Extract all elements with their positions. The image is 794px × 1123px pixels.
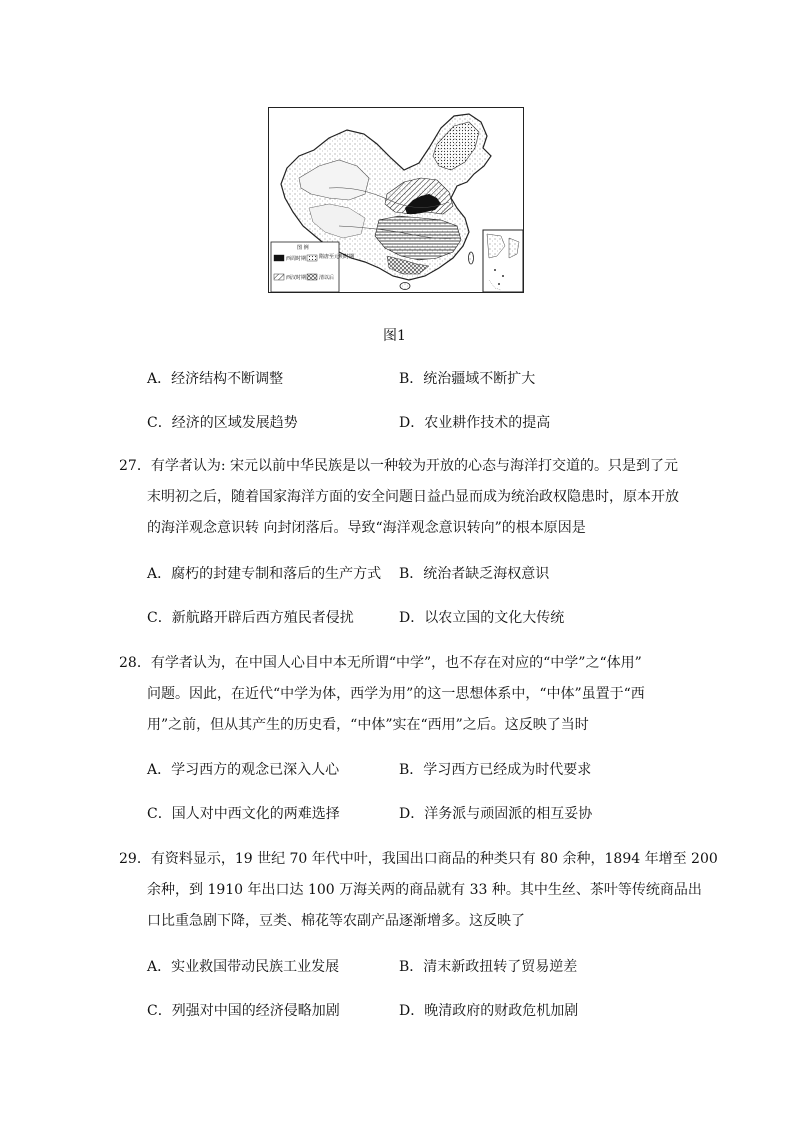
china-map-image [269,108,524,293]
option-text: 列强对中国的经济侵略加剧 [171,1003,340,1019]
option-letter: D． [399,1003,425,1019]
q29-stem-line-1: 29．有资料显示，19 世纪 70 年代中叶，我国出口商品的种类只有 80 余种，1894 年增至 200 [119,851,718,867]
option-text: 农业耕作技术的提高 [424,415,551,431]
option-letter: C． [147,415,172,431]
q29-option-b[interactable] [399,957,577,977]
q28-option-d[interactable] [399,804,592,824]
option-letter: A． [147,566,172,582]
option-letter: A． [147,762,172,778]
legend-label-western-zhou: 西周时期 [286,256,307,262]
option-letter: B． [399,762,424,778]
option-text: 洋务派与顽固派的相互妥协 [424,806,593,822]
legend-label-sui-tang: 隋唐至元明时期 [319,254,355,260]
q29-option-a[interactable] [147,957,339,977]
option-letter: D． [399,415,425,431]
option-text: 统治者缺乏海权意识 [423,566,550,582]
q28-option-a[interactable] [147,760,339,780]
option-letter: A． [147,959,172,975]
china-map-figure [268,107,524,293]
option-text: 清末新政扭转了贸易逆差 [423,959,578,975]
legend-label-western-han: 西汉时期 [286,275,307,281]
q29-option-d[interactable] [399,1001,578,1021]
q29-option-c[interactable] [147,1001,340,1021]
option-letter: B． [399,959,424,975]
q29-stem-line-3: 口比重急剧下降，豆类、棉花等农副产品逐渐增多。这反映了 [147,913,525,929]
option-text: 实业救国带动民族工业发展 [171,959,340,975]
q27-stem-line-2: 末明初之后，随着国家海洋方面的安全问题日益凸显而成为统治政权隐患时，原本开放 [147,489,679,505]
q27-stem-line-3: 的海洋观念意识转 向封闭落后。导致“海洋观念意识转向”的根本原因是 [147,520,586,536]
option-letter: A． [147,371,172,387]
q27-option-b[interactable] [399,564,549,584]
q27-option-c[interactable] [147,608,354,628]
option-letter: D． [399,610,425,626]
q26-option-b[interactable] [399,369,535,389]
q28-option-b[interactable] [399,760,591,780]
q26-option-c[interactable] [147,413,298,433]
option-text: 经济结构不断调整 [171,371,284,387]
q27-option-d[interactable] [399,608,564,628]
legend-title: 图 例 [297,245,309,251]
option-letter: B． [399,566,424,582]
option-text: 学习西方的观念已深入人心 [171,762,340,778]
q29-stem-line-2: 余种，到 1910 年出口达 100 万海关两的商品就有 33 种。其中生丝、茶叶等传统商品出 [147,882,702,898]
q28-option-c[interactable] [147,804,340,824]
option-text: 腐朽的封建专制和落后的生产方式 [171,566,382,582]
option-text: 以农立国的文化大传统 [424,610,565,626]
q28-stem-line-1: 28．有学者认为，在中国人心目中本无所谓“中学”，也不存在对应的“中学”之“体用” [119,655,642,671]
option-letter: C． [147,610,172,626]
option-text: 晚清政府的财政危机加剧 [424,1003,579,1019]
q26-option-a[interactable] [147,369,283,389]
option-text: 经济的区域发展趋势 [171,415,298,431]
q27-option-a[interactable] [147,564,381,584]
q26-option-d[interactable] [399,413,550,433]
q27-stem-line-1: 27．有学者认为: 宋元以前中华民族是以一种较为开放的心态与海洋打交道的。只是到了元 [119,458,678,474]
option-letter: C． [147,806,172,822]
option-text: 新航路开辟后西方殖民者侵扰 [171,610,354,626]
option-text: 学习西方已经成为时代要求 [423,762,592,778]
option-letter: B． [399,371,424,387]
option-letter: D． [399,806,425,822]
option-letter: C． [147,1003,172,1019]
q28-stem-line-2: 问题。因此，在近代“中学为体，西学为用”的这一思想体系中，“中体”虽置于“西 [147,686,645,702]
option-text: 国人对中西文化的两难选择 [171,806,340,822]
figure-caption: 图1 [383,328,406,344]
legend-label-qing: 清以后 [319,275,335,281]
option-text: 统治疆域不断扩大 [423,371,536,387]
q28-stem-line-3: 用”之前，但从其产生的历史看，“中体”实在“西用”之后。这反映了当时 [147,717,589,733]
